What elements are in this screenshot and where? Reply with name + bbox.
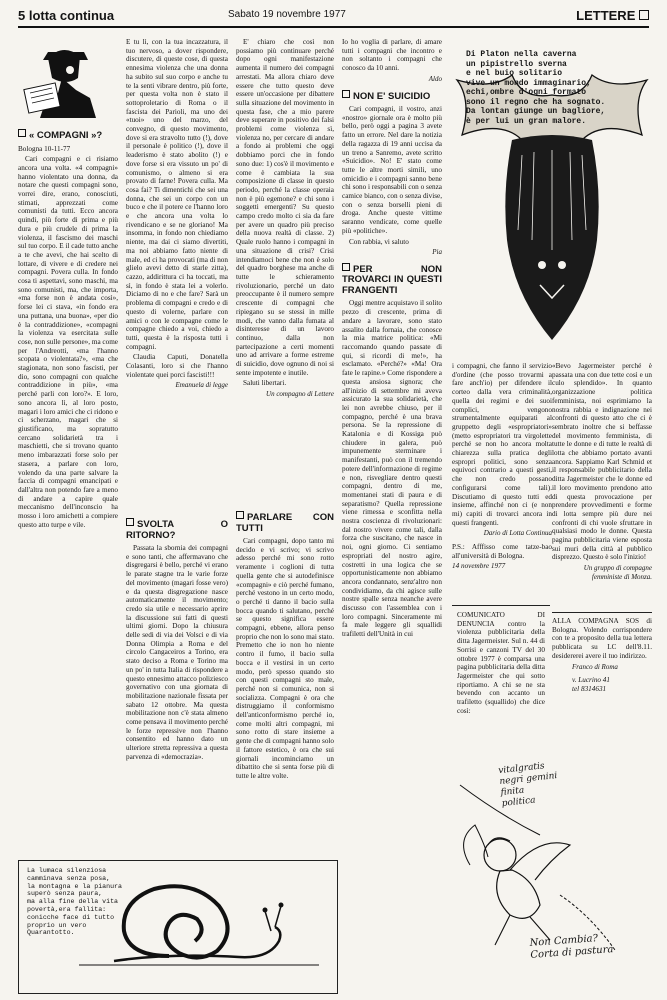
article-heading-parlare [236, 511, 334, 534]
heading-text: PER NON TROVARCI IN QUESTI FRANGENTI [342, 263, 442, 296]
column-5 [452, 362, 552, 602]
alla-compagna-phone: tel 8314631 [572, 684, 607, 693]
article-signature-aldo: Aldo [428, 74, 442, 83]
section-title [576, 8, 649, 23]
article-signoff-suicidio: Con rabbia, vi saluto [349, 237, 409, 246]
column-3 [236, 38, 334, 399]
section-label: LETTERE [576, 8, 636, 23]
cupid-handwriting-bottom: Non Cambia? Corta di pastura [529, 933, 614, 961]
article-signature-compagni: Emanuela di legge [175, 381, 228, 390]
article-body-compagni: Cari compagni e ci risiamo ancora una volta. «4 compagni» hanno violentato una donna, da notare che questi compagni sono, vorrei dire, erano, conosciuti, stimati, apprezzati come comunisti da tutti. Ecco ancora quindi, più forte di prima e più dura e più crudele di prima la violenza, il fascismo dei maschi sul tuo corpo. E il cade tutto anche a te che avevi, che hai scelto di lottare, di vivere e di credere nei compagni. Povera culla. In fondo cosa ti aspettavi, sono maschi, ma sono comunisti, ma, che importa, «ma forse non è andata così», forse lei ci stava, «in fondo era una puttana, una buona», «per dio è la contraddizione», «compagni la violenza va esercitata sulle cose, non sulle persone», ma come per l'Andreotti, «ma l'hanno scopata o violentata?», «ma che stagionata, non sono fascisti, per dio, sono compagni con qualche contraddizione in più», «ma perché parli con loro?». E loro, sono ancora lì, al loro posto, magari i loro amici che ci ridono e ci scherzano, magari che si giustificano, ma sopratutto cercano solidarietà tra i maschietti, che si trovano quanto meno imbarazzati forse solo per stasera, a parlare con loro, volendo da una parte salvare la faccia di compagni emancipati e dall'altra non potendo fare a meno di andare a capire quale meccanismo dell'inconscio ha mosso i loro amichetti a compiere questo atto turpe e vile. [18, 155, 118, 529]
alla-compagna-box [552, 612, 652, 747]
article-heading-suicidio [342, 90, 442, 103]
heading-text: « COMPAGNI »? [29, 130, 103, 141]
article-body-parlare: Cari compagni, dopo tanto mi decido e vi scrivo; vi scrivo adesso perché mi sono rotto veramente i coglioni di tutta quella gente che si autodefinisce «compagni» e ciò perché fumano, perché vestono in un certo modo, o perché ti danno il bacio sulla bocca quando ti salutano, perché se questo significa essere compagni, ebbene, allora penso proprio che non lo sono mai stato. Premetto che io non ho niente contro il fumo, il bacio sulla bocca e il vestirsi in un certo modo, però spesso quando sto con questi compagni sto male, perché non si comunica, non si socializza. Compagni è ora che distruggiamo il conformismo dell'anticonformismo perché io, come molti altri compagni, mi sono rotto di stare insieme a gente che di compagni hanno solo il fattore estetico, è ora che sui giornali incominciamo un dibattito che si senta forse più di tutte le altre volte. [236, 537, 335, 780]
article-signature-monza: Un gruppo di compagne femministe di Monza. [583, 564, 652, 581]
column-3-lower [236, 505, 334, 850]
comunicato-text: COMUNICATO DI DENUNCIA contro la violenza pubblicitaria della ditta Jagermeister. Sul n. 44 di Sorrisi e canzoni TV del 30 ottobre 1977 è comparsa una pagina pubblicitaria della ditta Jagermeister che qui sotto riportiamo. A chi se ne sta bevendo con accanto un trafiletto (squallido) che dice così: [457, 611, 545, 715]
snail-cartoon-box [18, 860, 338, 994]
article-body-frangenti-cont: i compagni, che fanno il servizio d'ordine (che posso trovarmi a fare anch'io) per difendere il corteo dalla vera criminalità, quella dei regimi e dei suoi complici, vengono strumentalmente equiparati al gruppetto degli «espropriatori» (metto espropriatori tra virgolette perché se non ho ancora molta chiarezza sulla pratica degli espropri politici, sono senza equivoci contrario a questi gesti, che non credo possano configurarsi come tali). Discutiamo di questo tutti ed insieme, affinché non ci (e non mi) capiti di trovarci ancora in questi frangenti. [452, 362, 552, 527]
alla-compagna-signature: Franco di Roma [572, 662, 618, 671]
alla-compagna-address: v. Lucrino 41 [572, 676, 610, 685]
article-heading-frangenti [342, 263, 442, 297]
cupid-handwriting-top: vitalgratis negri gemini finita politica [497, 761, 558, 809]
bat-poem: Di Platon nella caverna un pipistrello sverna e nel buio solitario vive un mondo immaginario; echi,ombre d'ogni formato sono il regno che ha sognato. Da lontan giunge un bagliore, è per lui un gran malore. [466, 50, 606, 126]
square-icon [639, 10, 649, 20]
bat-illustration [452, 40, 652, 355]
article-heading-svolta [126, 518, 228, 541]
column-1 [18, 38, 118, 978]
article-signoff-svolta: Saluti libertari. [243, 379, 287, 388]
article-ps-date: 14 novembre 1977 [452, 562, 506, 571]
article-heading-compagni [18, 129, 118, 142]
page-header [18, 6, 649, 28]
article-signoff-compagni: Claudia Caputi, Donatella Colasanti, loro si che l'hanno violentate quei porci fascisti!!! [126, 353, 228, 379]
heading-text: PARLARE CON TUTTI [236, 512, 334, 534]
reading-man-illustration [18, 38, 116, 123]
article-body-parlare-cont: Io ho voglia di parlare, di amare tutti i compagni che incontro e non soltanto i compagni che conosco da 10 anni. [342, 38, 442, 73]
article-body-compagni-cont: E tu lì, con la tua incazzatura, il tuo nervoso, a dover rispondere, discutere, di queste cose, di questa ennesima violenza che una donna ha subito sul suo corpo e anche tu te la senti vibrare dentro, più forte, per questa volta non è stato il sottoproletario di Roma o il fascista dei Parioli, ma uno dei «tuoi» uno del marzo, del convegno, di questo movimento, dove si era stravolto tutto (!), dove il personale è politico (!), dove il leaderismo è stato abolito (!) e dove forse si era vissuto un po' di comunismo, o almeno si era provato di farne! Povera culla. Ma cosa fai? Ti dimentichi che sei una donna, che sei un corpo con un buco e che il potere ce l'hanno loro e che ancora una volta lo rivendicano e se ne gloriano! Ma insomma, in fondo non chiediamo niente, ma dai ci siamo divertiti, ma noi abbiamo fatto niente di male, ed ci ha provocati (ma di non glielo avevi detto di starle zitta), cazzo, addirittura ci ha toccati, ma sì, in fondo è stata lei a volerlo. Diciamo di no e che fare? Sarà un problema di compagni e credo e di questo di volerne, parlare con amici o con le compagne come le compagne chiedo a voi, chiedo a tutti, questa è la risposta tutti i compagni. [126, 38, 228, 351]
article-body-suicidio: Cari compagni, il vostro, anzi «nostro» giornale ora è molto più bello, però oggi a pagina 3 avete fatto un errore. Nel dare la notizia della ragazza di 19 anni uccisa da un treno a Sanremo, avete scritto «Suicidio». No! E' stato come tutte le altre morti simili, uno omicidio e i compagni sanno bene chi sono i responsabili con o senza camice bianco, con o senza divise, con o senza borselli pieni di droga. Anche queste vittime saranno vendicate, come quelle più «politiche». [342, 105, 442, 235]
article-signature-dario: Dario di Lotta Continua [483, 529, 552, 538]
heading-text: NON E' SUICIDIO [353, 90, 431, 102]
column-4 [342, 38, 442, 850]
page-number-paper: 5 lotta continua [18, 8, 115, 23]
column-6 [552, 362, 652, 612]
article-body-svolta-cont: E' chiaro che così non possiamo più continuare perché dopo ogni manifestazione aumenta il numero dei compagni arrestati. Ma allora chiaro deve essere che tutto questo deve essere un'occasione per dibattere sulla situazione del movimento in questa fase, che a mio parere deve superare in positivo dei falsi problemi come violenza sì, violenza no, per cercare di andare a fondo ai problemi che oggi dobbiamo porci che in fondo sono due: 1) cos'è il movimento e come è cambiata la sua composizione di classe in questo periodo, perché la classe operaia non è più egemone? e chi sono i soggetti emergenti? Su questo campo credo molto ci sia da fare per avere un quadro più preciso della nuova realtà di classe. 2) Quale ruolo hanno i compagni in una situazione di crisi? Crisi intendiamoci bene che non è solo del quadro borghese ma anche di tutte le schieramento rivoluzionario, perché un dato preoccupante è il numero sempre crescente di compagni che ripiegano su se stessi in mille modi, che vanno dalla fumata al disinteresse di un lavoro continuo, dalla non partecipazione a certi momenti uno ad arrivare a forme estreme di suicidio, dove ognuno di noi si sente impotente e inutile. [236, 38, 334, 377]
alla-compagna-text: ALLA COMPAGNA SOS di Bologna. Volendo corrispondere con te a proposito della tua lettera pubblicata su LC dell'8.11. desidererei avere il tuo indirizzo. [552, 617, 652, 660]
article-dateline: Bologna 10-11-77 [18, 144, 71, 153]
cupid-illustration [440, 745, 652, 985]
article-body-jagermeister: «Bevo Jagermeister perché è passata una con due tette così e un culo splendido». In quanto organizzazione politica femminista, noi esprimiamo la nostra rabbia e indignazione nei confronti di questo atto che ci è sembrato inoltre che si beffasse del movimento femminista, di tutte le donne e di tutte le realtà di lotta che abbiamo portato avanti ancora. Sappiamo Karl Schmid et il responsabile pubblicitario della ditta Jagermeister che le donne ed il loro movimento prendono atto di questa provocazione per prendere provvedimenti e forme di lotta sempre più dure nei confronti di chi vuole sfruttare in qualsiasi modo le donne. Questa pagina pubblicitaria viene esposta sui muri della città al pubblico disprezzo. Questo è solo l'inizio! [552, 362, 652, 562]
issue-date: Sabato 19 novembre 1977 [228, 9, 346, 20]
column-2-lower [126, 512, 228, 850]
article-ps: P.S.: Afffisso come tatze-bao all'università di Bologna. [452, 543, 552, 560]
snail-poem: La lumaca silenziosa camminava senza posa, la montagna e la pianura superò senza paura, ma alla fine della vita povertà,era fallita: conicche face di tutto proprio un vero Quarantotto. [27, 867, 122, 937]
heading-text: SVOLTA O RITORNO? [126, 519, 228, 541]
article-signature-svolta: Un compagno di Lettere [266, 390, 334, 399]
article-body-svolta: Passata la sbornia dei compagni e sono tanti, che affermavano che disgregarsi è bello, perché vi erano le parate stagne tra le varie forze del movimento (magari fosse vero) e da questa disgregazione nasce automaticamente il movimento; credo sia utile e necessario aprire la discussione sui fatti di questi ultimi giorni. Dopo la chiusura delle sedi di via dei Volsci e di via Donna Olimpia a Roma e del circolo Cangaceiros a Torino, era stato deciso a Roma e Torino ma un po' in tutta Italia di rispondere a questo ennesimo attacco poliziesco governativo con una giornata di mobilitazione nazionale fissata per sabato 12 ottobre. Ma questa mobilitazione non c'è stata almeno come pensava il movimento perché le forze repressive non l'hanno consentito ed hanno dato un ulteriore stretta repressiva a questa parvenza di «democrazia». [126, 544, 228, 761]
comunicato-box [452, 605, 550, 744]
article-signature-pia: Pia [432, 248, 442, 257]
column-2 [126, 38, 228, 506]
article-body-frangenti: Oggi mentre acquistavo il solito pezzo di crescente, prima di andare a lavorare, sono stato assalito dalla fornaia, che conosce la mia matrice politica: «Mi raccomando quando passate di qui, si ricordi di me!», ha esclamato. «Perché?» «Ma! Ora fate le rapine.» Come rispondere a questa ansiosa signora; che all'inizio di settembre mi aveva assicurato la sua solidarietà, che lei non avrebbe chiuso, per il compagno, perché è una brava persona. Se la repressione di Katalonia e di Kossiga può chiudere in galera, può impunemente sterminare i manifestanti, può con il tremendo potere dell'informazione di regime e non, risvegliare dentro questi compagni, dentro di me, momentanei stati di paura e di separatismo? Quella repressione viene rimessa e sconfitta nella nostra coscienza di rivoluzionari: dal nostro vivere come tali, dalla forza che suscitano, che nasce in noi, ogni giorno. Ci sentiamo espropriati del nostro agire, costretti in una logica che se opportunisticamente non abbiamo ancora condannato, senz'altro non condividiamo, da chi agisce sulle nostre spalle senza neanche avere discusso con l'assemblea con i loro compagni. Sinceramente mi fa male leggere gli squallidi trafiletti dell'Unità in cui [342, 299, 442, 639]
